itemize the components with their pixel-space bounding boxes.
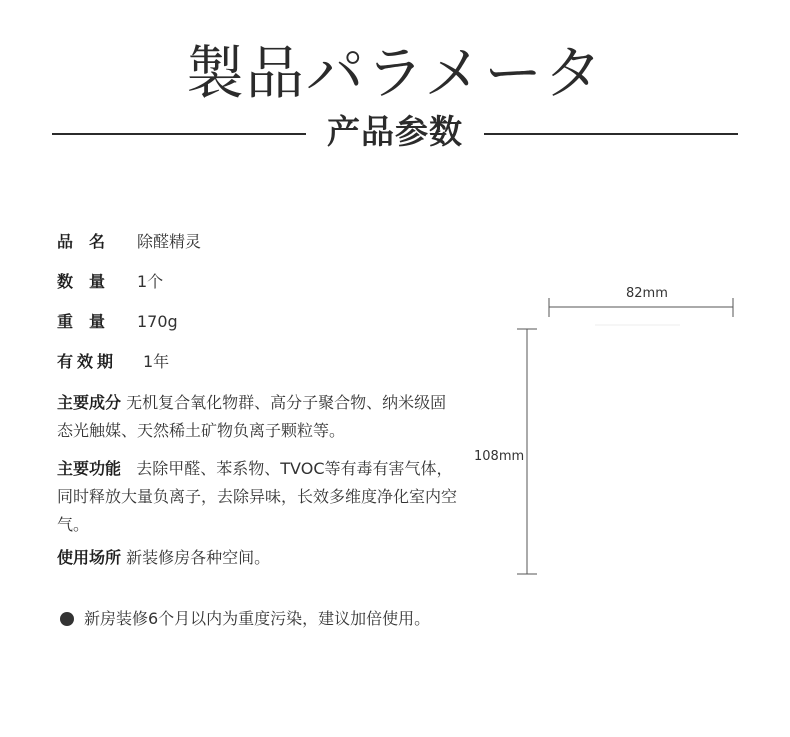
spec-ingredients-label: 主要成分 [57, 393, 122, 412]
spec-name-value: 除醛精灵 [137, 232, 202, 251]
spec-weight-value: 170g [137, 312, 178, 331]
spec-validity-value: 1年 [143, 352, 170, 371]
usage-note-text: 新房装修6个月以内为重度污染，建议加倍使用。 [84, 609, 431, 628]
spec-quantity-label: 数 量 [57, 272, 106, 291]
spec-validity-label: 有效期 [57, 352, 118, 371]
spec-usage-label: 使用场所 [57, 548, 122, 567]
spec-ingredients-value: 无机复合氧化物群、高分子聚合物、纳米级固态光触媒、天然稀土矿物负离子颗粒等。 [57, 393, 447, 440]
height-dimension-label: 108mm [474, 449, 525, 464]
spec-functions-label: 主要功能 [57, 459, 122, 478]
spec-name-label: 品 名 [57, 232, 106, 251]
spec-usage-value: 新装修房各种空间。 [126, 548, 271, 567]
spec-quantity-value: 1个 [137, 272, 164, 291]
width-dimension-label: 82mm [626, 286, 668, 301]
spec-weight-label: 重 量 [57, 312, 106, 331]
spec-functions-value: 去除甲醛、苯系物、TVOC等有毒有害气体，同时释放大量负离子，去除异味，长效多维度净化室内空气。 [57, 459, 458, 534]
section-subtitle: 产品参数 [327, 112, 463, 151]
page-title: 製品パラメータ [185, 39, 605, 107]
